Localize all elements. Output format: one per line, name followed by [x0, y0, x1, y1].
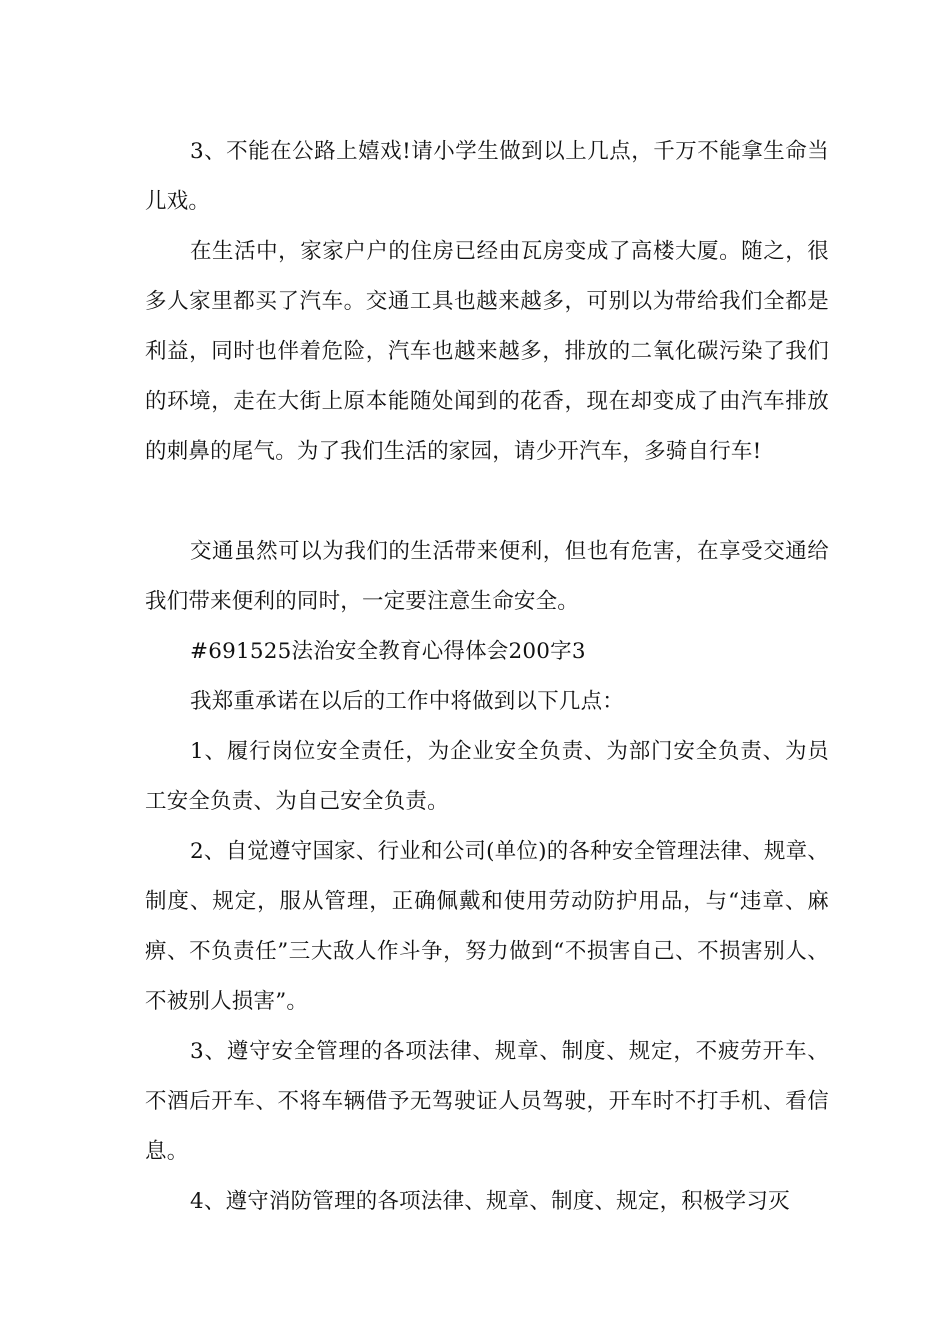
paragraph-traffic-point-3: 3、不能在公路上嬉戏!请小学生做到以上几点，千万不能拿生命当儿戏。	[145, 139, 829, 214]
section-heading: #691525法治安全教育心得体会200字3	[190, 639, 586, 664]
paragraph-pledge-intro: 我郑重承诺在以后的工作中将做到以下几点：	[190, 689, 625, 714]
paragraph-pledge-3: 3、遵守安全管理的各项法律、规章、制度、规定，不疲劳开车、不酒后开车、不将车辆借予无驾驶证人员驾驶，开车时不打手机、看信息。	[145, 1039, 829, 1164]
paragraph-pledge-4: 4、遵守消防管理的各项法律、规章、制度、规定，积极学习灭	[190, 1189, 790, 1214]
paragraph-pledge-1: 1、履行岗位安全责任，为企业安全负责、为部门安全负责、为员工安全负责、为自己安全负责。	[145, 739, 829, 814]
paragraph-traffic-conclusion: 交通虽然可以为我们的生活带来便利，但也有危害，在享受交通给我们带来便利的同时，一定要注意生命安全。	[145, 539, 829, 614]
paragraph-cars-pollution: 在生活中，家家户户的住房已经由瓦房变成了高楼大厦。随之，很多人家里都买了汽车。交通工具也越来越多，可别以为带给我们全都是利益，同时也伴着危险，汽车也越来越多，排放的二氧化碳污染了我们的环境，走在大街上原本能随处闻到的花香，现在却变成了由汽车排放的刺鼻的尾气。为了我们生活的家园，请少开汽车，多骑自行车!	[145, 239, 829, 464]
paragraph-pledge-2: 2、自觉遵守国家、行业和公司(单位)的各种安全管理法律、规章、制度、规定，服从管理，正确佩戴和使用劳动防护用品，与“违章、麻痹、不负责任”三大敌人作斗争，努力做到“不损害自己、不损害别人、不被别人损害”。	[145, 839, 829, 1014]
